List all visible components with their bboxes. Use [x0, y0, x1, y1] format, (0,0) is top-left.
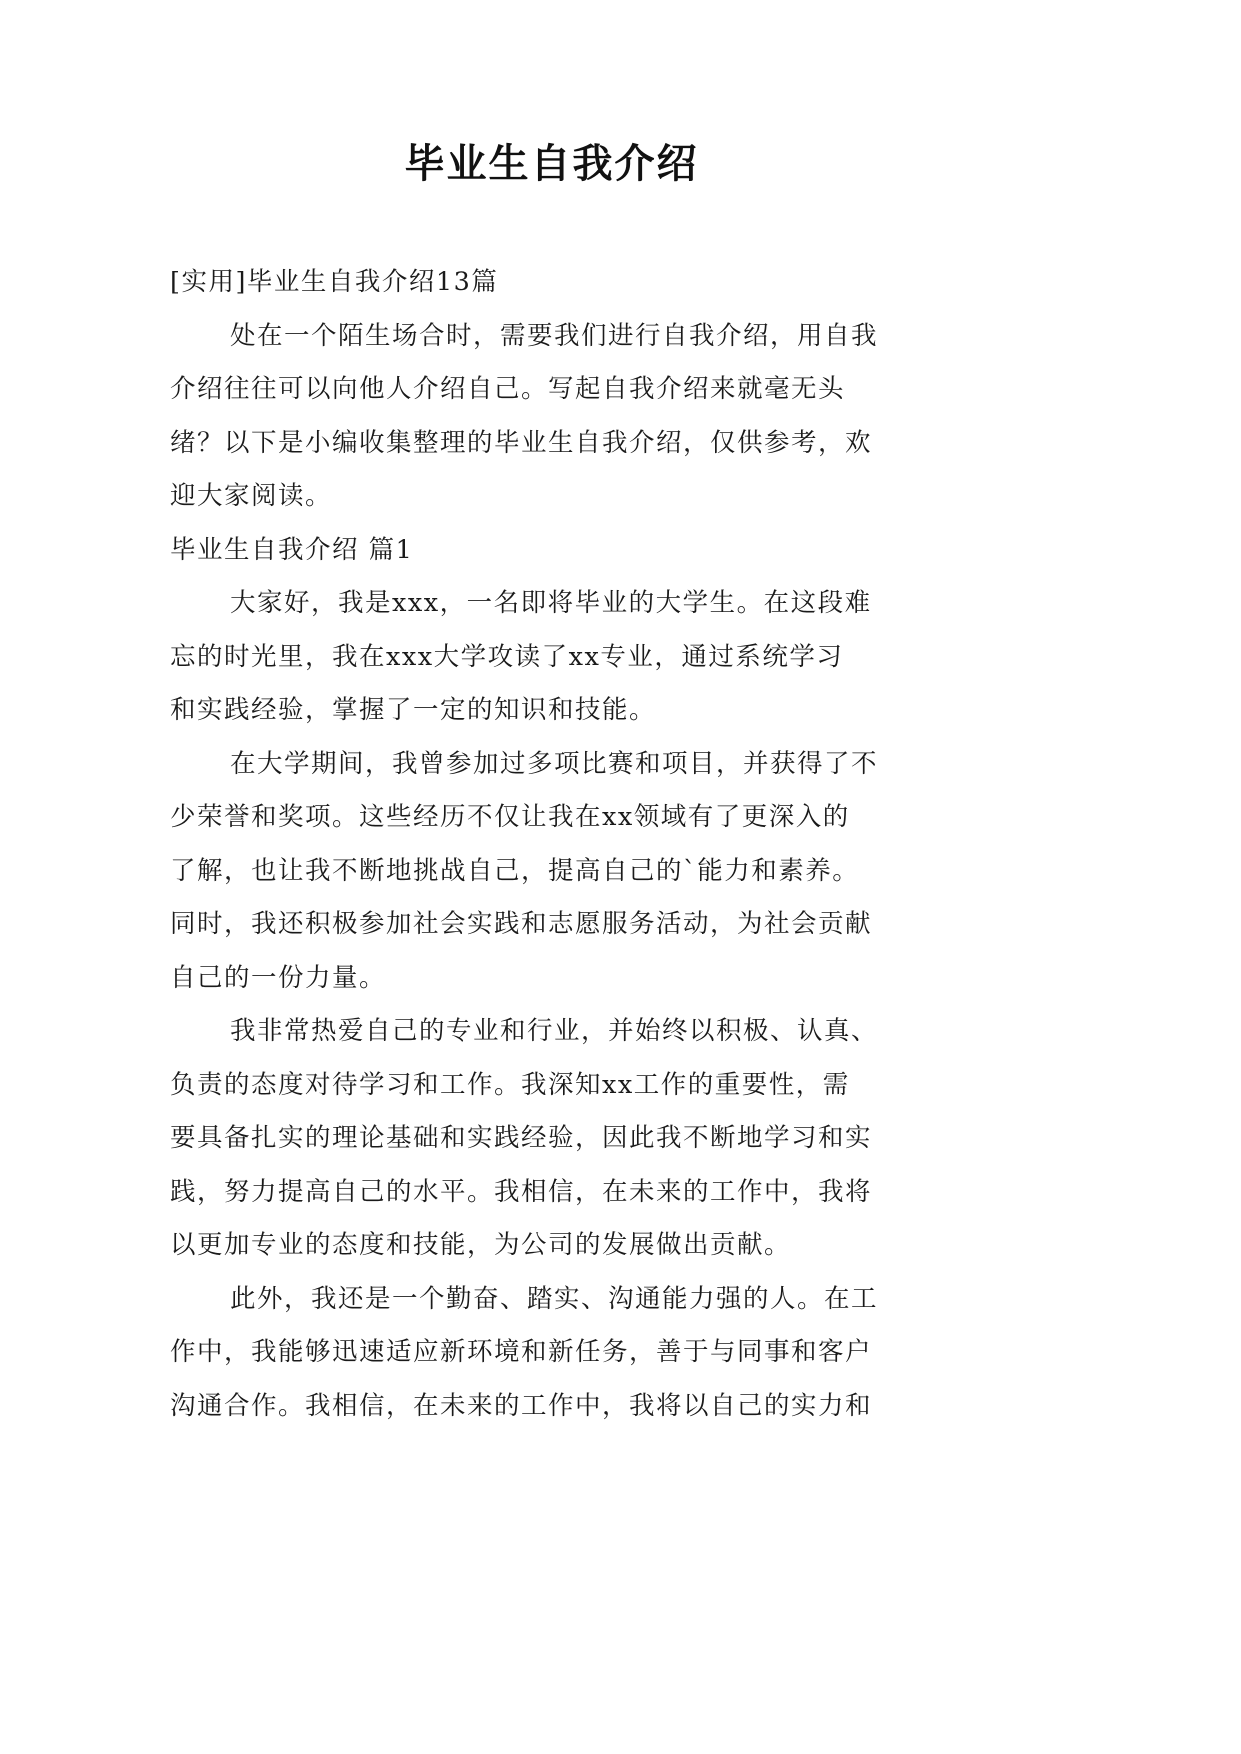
- paragraph-line: 在大学期间，我曾参加过多项比赛和项目，并获得了不: [230, 748, 879, 779]
- paragraph-line: 自己的一份力量。: [170, 962, 387, 993]
- document-title: 毕业生自我介绍: [404, 141, 699, 187]
- paragraph-line: 介绍往往可以向他人介绍自己。写起自我介绍来就毫无头: [170, 374, 846, 404]
- paragraph-line: 作中，我能够迅速适应新环境和新任务，善于与同事和客户: [170, 1337, 873, 1367]
- paragraph-line: 了解，也让我不断地挑战自己，提高自己的`能力和素养。: [170, 855, 860, 886]
- paragraph-line: 沟通合作。我相信，在未来的工作中，我将以自己的实力和: [170, 1390, 873, 1421]
- paragraph-line: 负责的态度对待学习和工作。我深知xx工作的重要性，需: [170, 1069, 850, 1100]
- paragraph-line: 以更加专业的态度和技能，为公司的发展做出贡献。: [170, 1230, 792, 1260]
- paragraph-line: 少荣誉和奖项。这些经历不仅让我在xx领域有了更深入的: [170, 802, 850, 832]
- subtitle-line: [实用]毕业生自我介绍13篇: [170, 267, 499, 297]
- paragraph-line: 同时，我还积极参加社会实践和志愿服务活动，为社会贡献: [170, 909, 873, 939]
- paragraph-line: 处在一个陌生场合时，需要我们进行自我介绍，用自我: [230, 320, 879, 351]
- paragraph-line: 和实践经验，掌握了一定的知识和技能。: [170, 695, 657, 725]
- document-body: [170, 256, 940, 1433]
- paragraph-line: 忘的时光里，我在xxx大学攻读了xx专业，通过系统学习: [170, 641, 844, 672]
- paragraph-line: 迎大家阅读。: [170, 481, 333, 511]
- paragraph-line: 绪？以下是小编收集整理的毕业生自我介绍，仅供参考，欢: [170, 427, 873, 458]
- paragraph-line: 大家好，我是xxx，一名即将毕业的大学生。在这段难: [230, 588, 872, 618]
- paragraph-line: 此外，我还是一个勤奋、踏实、沟通能力强的人。在工: [230, 1283, 879, 1314]
- paragraph-line: 践，努力提高自己的水平。我相信，在未来的工作中，我将: [170, 1176, 873, 1207]
- section-heading: 毕业生自我介绍 篇1: [170, 534, 414, 565]
- paragraph-line: 我非常热爱自己的专业和行业，并始终以积极、认真、: [230, 1016, 879, 1046]
- paragraph-line: 要具备扎实的理论基础和实践经验，因此我不断地学习和实: [170, 1123, 873, 1153]
